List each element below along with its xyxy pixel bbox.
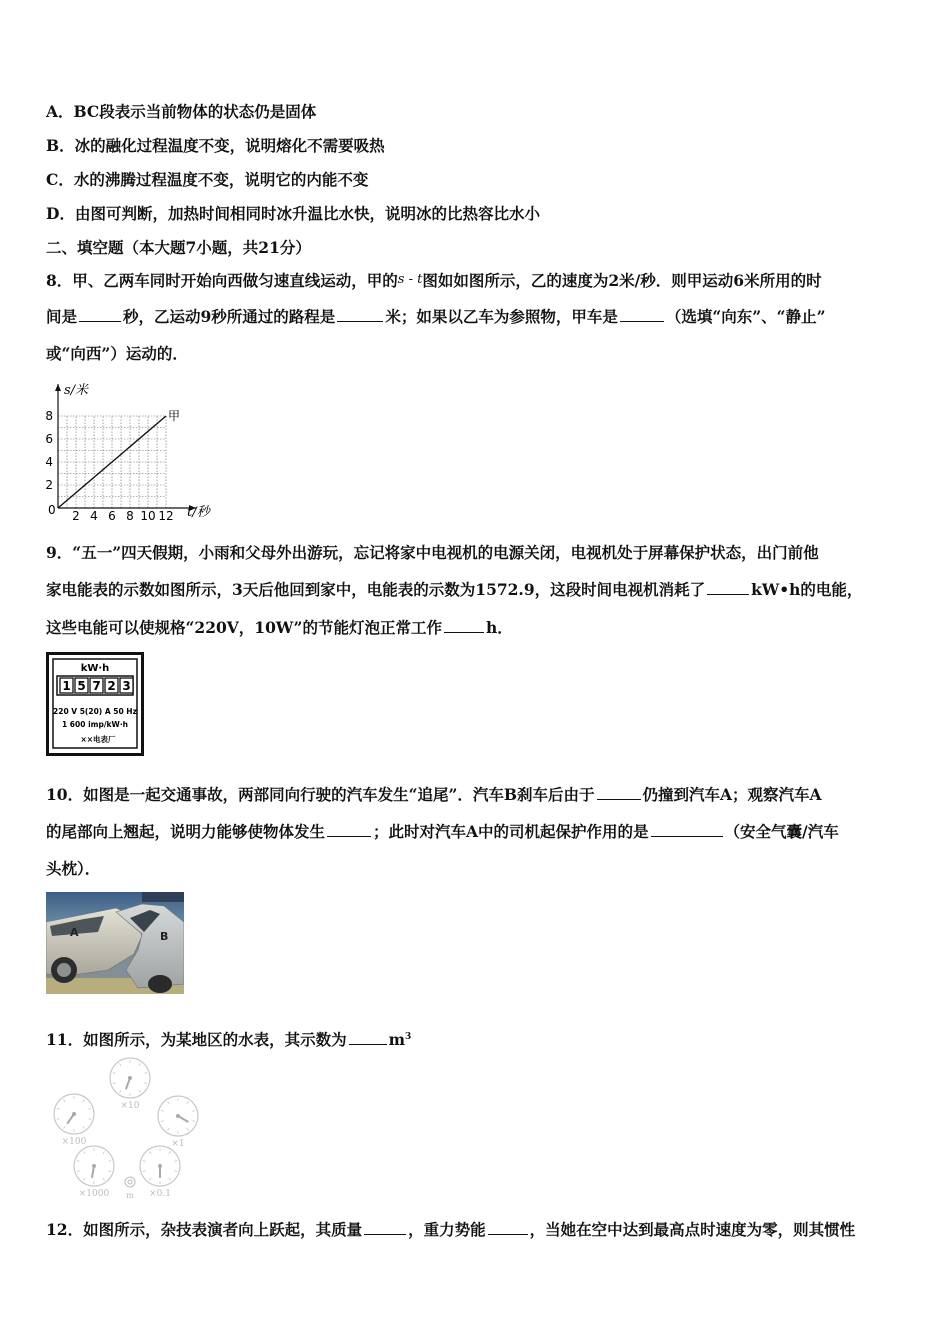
meter-digit: 5 [77,679,86,693]
q9-line2 [46,580,906,600]
q9-text-a: 家电能表的示数如图所示，3天后他回到家中，电能表的示数为1572.9，这段时间电视机消耗了 [46,580,706,599]
q9-text-b: kW•h的电能， [751,580,863,599]
q12-text-a: 12．如图所示，杂技表演者向上跃起，其质量 [46,1220,363,1239]
meter-maker: ××电表厂 [80,735,116,744]
energy-meter [46,652,144,756]
dial-hub [176,1114,180,1118]
car-b-label: B [160,930,169,943]
car-crash-photo [46,892,184,994]
q8-blank-distance[interactable] [337,307,383,322]
q11-blank-reading[interactable] [349,1030,387,1045]
q8-text-c: 间是 [46,307,78,326]
q8-text-d: 秒，乙运动9秒所通过的路程是 [123,307,336,326]
section-heading: 二、填空题（本大题7小题，共21分） [46,238,311,257]
dial-label: ×100 [61,1137,87,1147]
meter-center-gear-icon [125,1177,135,1187]
water-meter-dials [54,1058,198,1199]
q8-text-e: 米；如果以乙车为参照物，甲车是 [385,307,618,326]
meter-digit: 7 [92,679,101,693]
q10-blank-protection[interactable] [651,822,723,837]
q10-text-a: 10．如图是一起交通事故，两部同向行驶的汽车发生“追尾”．汽车B刹车后由于 [46,785,595,804]
meter-digit: 3 [122,679,131,693]
q8-text-a: 8．甲、乙两车同时开始向西做匀速直线运动，甲的 [46,271,398,290]
x-tick-label: 2 [72,509,80,523]
x-tick-label: 4 [90,509,98,523]
dial-label: ×10 [120,1101,140,1111]
q10-blank-deformation[interactable] [327,822,371,837]
dial-label: ×1 [171,1139,185,1149]
meter-spec2: 1 600 imp/kW·h [61,720,129,729]
q10-text-b: 仍撞到汽车A；观察汽车A [642,785,822,804]
dial-hub [128,1076,132,1080]
chart-xlabel: t/秒 [187,505,210,520]
option-c: C．水的沸腾过程温度不变，说明它的内能不变 [46,170,369,189]
y-tick-label: 6 [45,432,53,446]
x-tick-label: 10 [140,509,156,523]
q12-text-b: ，重力势能 [408,1220,486,1239]
q10-text-e: （安全气囊/汽车 [724,822,839,841]
q10-blank-inertia[interactable] [597,785,641,800]
q12-line [46,1220,906,1240]
q11-unit-sup: 3 [404,1032,412,1042]
q11-text: 11．如图所示，为某地区的水表，其示数为 [46,1030,347,1050]
dial-hub [158,1164,162,1168]
option-d: D．由图可判断，加热时间相同时冰升温比水快，说明冰的比热容比水小 [46,204,540,223]
y-tick-label: 4 [45,455,53,469]
q8-text-f: （选填“向东”、“静止” [665,307,826,326]
dial-label: ×0.1 [149,1189,171,1199]
y-tick-label: 8 [45,409,53,423]
chart-ylabel: s/米 [64,383,89,398]
dial-hub [72,1112,76,1116]
option-a: A．BC段表示当前物体的状态仍是固体 [46,102,317,121]
q10-text-c: 的尾部向上翘起，说明力能够使物体发生 [46,822,326,841]
st-graph [40,376,230,524]
meter-digit: 1 [62,679,71,693]
q9-line1: 9．“五一”四天假期，小雨和父母外出游玩，忘记将家中电视机的电源关闭，电视机处于屏幕保护状态，出门前他 [46,543,819,562]
option-b: B．冰的融化过程温度不变，说明熔化不需要吸热 [46,136,385,155]
car-a-label: A [70,926,79,939]
y-tick-label: 2 [45,478,53,492]
meter-digit: 2 [107,679,116,693]
x-tick-label: 8 [126,509,134,523]
dial-label: ×1000 [78,1189,110,1199]
q8-st-symbol: s - t [397,272,423,287]
q11-line [46,1027,906,1050]
meter-unit: kW·h [80,663,110,674]
q11-unit: m [388,1030,405,1050]
q12-text-c: ，当她在空中达到最高点时速度为零，则其惯性 [529,1220,856,1239]
q10-text-d: ；此时对汽车A中的司机起保护作用的是 [373,822,649,841]
meter-digits [60,678,133,693]
q8-line1 [46,270,906,291]
q8-line3: 或“向西”）运动的． [46,344,188,363]
q8-line2 [46,307,906,327]
q12-blank-mass[interactable] [364,1220,406,1235]
meter-center-label: m [126,1191,134,1200]
water-meter [52,1056,212,1202]
q8-blank-time[interactable] [79,307,121,322]
q9-text-c: 这些电能可以使规格“220V，10W”的节能灯泡正常工作 [46,618,442,637]
chart-origin-label: 0 [48,503,56,517]
q8-blank-direction[interactable] [620,307,664,322]
dial-hub [92,1164,96,1168]
q10-line3: 头枕）． [46,859,101,878]
meter-spec1: 220 V 5(20) A 50 Hz [53,707,137,716]
q9-text-d: h． [485,618,513,637]
q12-blank-potential[interactable] [488,1220,528,1235]
q9-blank-hours[interactable] [444,618,484,633]
y-axis-arrow-icon [55,384,61,391]
q10-line2 [46,822,906,842]
x-tick-label: 12 [158,509,174,523]
x-tick-label: 6 [108,509,116,523]
q9-blank-energy[interactable] [707,580,749,595]
q8-text-b: 图如如图所示，乙的速度为2米/秒．则甲运动6米所用的时 [422,271,822,290]
q10-line1 [46,785,906,805]
series-label-jia: 甲 [168,409,181,423]
q9-line3 [46,618,906,638]
